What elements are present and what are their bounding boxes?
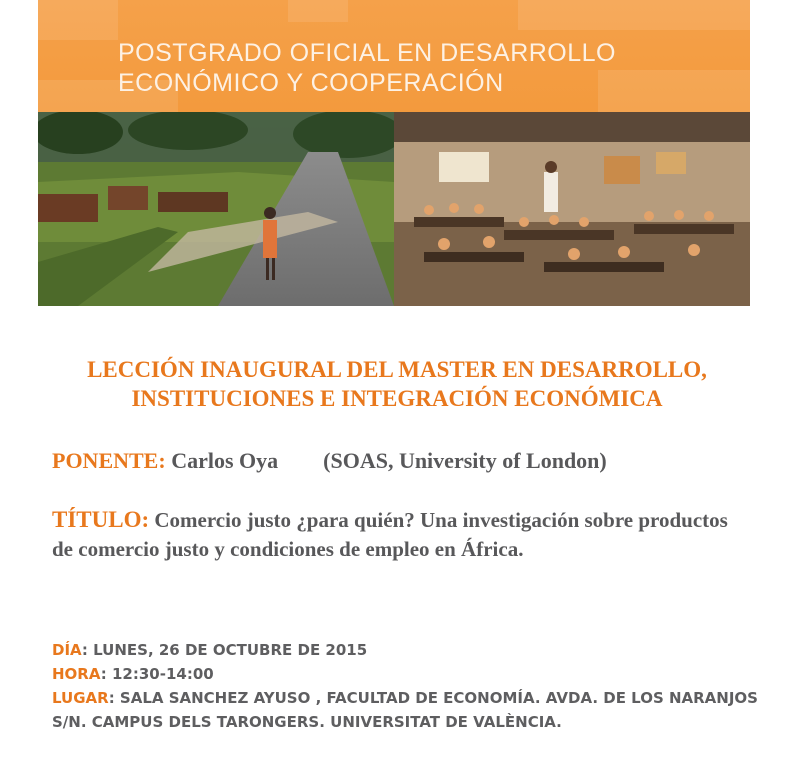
detail-day (52, 638, 772, 662)
program-title-line1: POSTGRADO OFICIAL EN DESARROLLO (118, 39, 617, 67)
speaker-label: PONENTE: (52, 448, 166, 473)
event-details (52, 638, 772, 734)
event-title-line1: LECCIÓN INAUGURAL DEL MASTER EN DESARROLLO, (87, 357, 707, 382)
detail-place (52, 686, 772, 734)
classroom-photo-icon (394, 112, 750, 306)
speaker-name: Carlos Oya (171, 448, 279, 473)
road-landscape-photo-icon (38, 112, 394, 306)
banner-decor-block (518, 0, 750, 30)
place-value: : SALA SANCHEZ AYUSO , FACULTAD DE ECONOMÍA. AVDA. DE LOS NARANJOS S/N. CAMPUS DELS TARONGERS. UNIVERSITAT DE VALÈNCIA. (52, 689, 758, 731)
event-title-line2: INSTITUCIONES E INTEGRACIÓN ECONÓMICA (131, 386, 663, 411)
speaker-line (52, 446, 772, 476)
time-label: HORA (52, 665, 101, 683)
time-value: : 12:30-14:00 (100, 665, 214, 683)
place-label: LUGAR (52, 689, 109, 707)
header-banner (38, 0, 750, 112)
photo-strip (38, 112, 750, 306)
talk-title-text: Comercio justo ¿para quién? Una investigación sobre productos de comercio justo y condiciones de empleo en África. (52, 508, 728, 561)
day-value: : LUNES, 26 DE OCTUBRE DE 2015 (81, 641, 368, 659)
program-title-line2: ECONÓMICO Y COOPERACIÓN (118, 69, 504, 97)
speaker-affiliation: (SOAS, University of London) (323, 448, 607, 473)
day-label: DÍA (52, 641, 82, 659)
banner-decor-block (288, 0, 348, 22)
program-title (118, 38, 738, 98)
talk-title (52, 505, 752, 564)
banner-decor-block (38, 0, 118, 40)
detail-time (52, 662, 772, 686)
talk-title-label: TÍTULO: (52, 507, 150, 532)
event-title (38, 355, 756, 413)
